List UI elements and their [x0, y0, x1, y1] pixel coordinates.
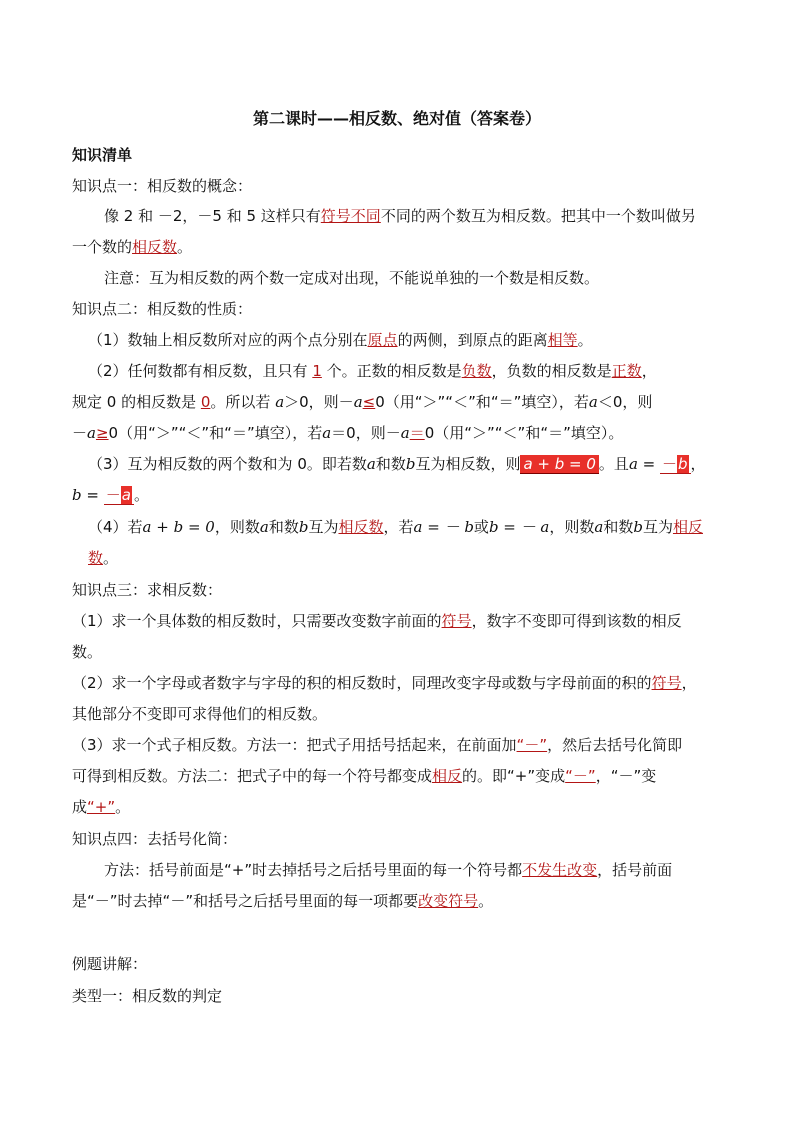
variable: a: [121, 486, 131, 504]
variable: a: [87, 424, 96, 442]
text: 的。即“+”变成: [462, 767, 566, 785]
text: 一个数的: [72, 238, 133, 256]
text: （3）互为相反数的两个数和为 0。即若数: [88, 455, 367, 473]
text: ，“－”变: [595, 767, 657, 785]
answer-highlight: a + b = 0: [520, 455, 598, 474]
text: 互为: [642, 518, 673, 536]
k2-p2: [88, 361, 657, 381]
text: 方法：括号前面是“+”时去掉括号之后括号里面的每一个符号都: [104, 861, 523, 879]
k3-p5: [72, 735, 682, 755]
k4-heading: 知识点四：去括号化简：: [72, 830, 238, 848]
text: =: [637, 455, 660, 473]
variable: a: [259, 518, 269, 536]
answer-highlight: [104, 486, 134, 505]
k3-p4: 其他部分不变即可求得他们的相反数。: [72, 705, 328, 723]
examples-heading: 例题讲解：: [72, 955, 148, 973]
text: 和数: [375, 455, 406, 473]
text: ，则数: [549, 518, 595, 536]
text: ，: [681, 674, 697, 692]
k2-p5: [88, 454, 706, 474]
section-heading: 知识清单: [72, 146, 133, 164]
text: ，: [690, 455, 706, 473]
text: 0（用“＞”“＜”和“＝”填空）。: [424, 424, 624, 442]
answer-blank: “+”: [87, 798, 116, 816]
text: （3）求一个式子相反数。方法一：把式子用括号括起来，在前面加: [72, 736, 517, 754]
text: （2）任何数都有相反数，且只有: [88, 362, 313, 380]
example-type-1: 类型一：相反数的判定: [72, 987, 223, 1005]
k1-line2: [72, 237, 192, 257]
text: ，负数的相反数是: [491, 362, 612, 380]
text: ，则数: [214, 518, 260, 536]
answer-blank: “－”: [565, 767, 596, 785]
k2-p6: [72, 485, 149, 505]
answer-blank: “－”: [516, 736, 548, 754]
variable: b: [298, 518, 309, 536]
answer-blank: 改变符号: [418, 892, 479, 910]
text: ，: [641, 362, 657, 380]
text: 是“－”时去掉“－”和括号之后括号里面的每一项都要: [72, 892, 419, 910]
k3-p3: [72, 673, 697, 693]
answer-blank: 相反数: [338, 518, 384, 536]
text: －: [72, 424, 88, 442]
variable: a: [366, 455, 376, 473]
answer-blank: 符号: [651, 674, 682, 692]
text: =: [81, 486, 104, 504]
k4-p1: [104, 860, 672, 880]
text: －: [662, 455, 678, 473]
k2-p3: [72, 392, 652, 412]
text: 可得到相反数。方法二：把式子中的每一个符号都变成: [72, 767, 433, 785]
text: 0（用“＞”“＜”和“＝”填空），若: [375, 393, 589, 411]
answer-blank: 符号不同: [320, 207, 381, 225]
text: ，数字不变即可得到该数的相反: [471, 612, 682, 630]
text: （4）若: [88, 518, 143, 536]
answer-blank: ≥: [95, 424, 109, 442]
answer-blank: 相等: [547, 331, 578, 349]
k2-p4: [72, 423, 623, 443]
text: 的两侧，到原点的距离: [397, 331, 548, 349]
k3-p6: [72, 766, 656, 786]
answer-blank: ≤: [362, 393, 376, 411]
expression: a = － b: [413, 518, 474, 536]
text: （1）求一个具体数的相反数时，只需要改变数字前面的: [72, 612, 442, 630]
page-title: 第二课时——相反数、绝对值（答案卷）: [252, 109, 541, 128]
variable: a: [594, 518, 604, 536]
text: 。: [577, 331, 593, 349]
text: 0（用“＞”“＜”和“＝”填空），若: [108, 424, 323, 442]
answer-blank: 相反: [432, 767, 463, 785]
k3-p1: [72, 611, 682, 631]
variable: b: [633, 518, 643, 536]
variable: a: [275, 393, 285, 411]
text: ，若: [383, 518, 414, 536]
k3-p2: 数。: [72, 643, 103, 661]
answer-blank: ＝: [409, 424, 425, 442]
text: 。: [478, 892, 494, 910]
variable: b: [72, 486, 82, 504]
answer-blank: 数: [88, 549, 104, 567]
k1-heading: 知识点一：相反数的概念：: [72, 177, 253, 195]
variable: a: [628, 455, 638, 473]
k2-p8: [88, 548, 118, 568]
text: 成: [72, 798, 88, 816]
text: 和数: [268, 518, 299, 536]
text: ，括号前面: [597, 861, 673, 879]
k2-heading: 知识点二：相反数的性质：: [72, 300, 253, 318]
text: 互为: [308, 518, 339, 536]
k2-p1: [88, 330, 593, 350]
k2-p7: [88, 517, 703, 537]
text: 和数: [603, 518, 634, 536]
text: 。: [103, 549, 119, 567]
k3-p7: [72, 797, 130, 817]
answer-blank: 0: [200, 393, 211, 411]
text: （2）求一个字母或者数字与字母的积的相反数时，同理改变字母或数与字母前面的积的: [72, 674, 652, 692]
variable: b: [678, 455, 688, 473]
k1-line1: [104, 206, 696, 226]
expression: b = － a: [488, 518, 550, 536]
variable: b: [405, 455, 416, 473]
text: 或: [473, 518, 489, 536]
answer-blank: 相反: [672, 518, 703, 536]
answer-blank: 符号: [441, 612, 472, 630]
answer-blank: 相反数: [132, 238, 178, 256]
text: （1）数轴上相反数所对应的两个点分别在: [88, 331, 368, 349]
k4-p2: [72, 891, 493, 911]
text: －: [105, 486, 121, 504]
answer-blank: 负数: [461, 362, 492, 380]
expression: a + b = 0: [142, 518, 215, 536]
k1-note: 注意：互为相反数的两个数一定成对出现，不能说单独的一个数是相反数。: [104, 269, 600, 287]
text: 。: [133, 486, 149, 504]
text: 个。正数的相反数是: [321, 362, 462, 380]
answer-blank: 正数: [611, 362, 642, 380]
variable: a: [322, 424, 332, 442]
answer-blank: 不发生改变: [522, 861, 598, 879]
text: 。且: [598, 455, 629, 473]
text: ＞0，则－: [284, 393, 354, 411]
text: 。: [115, 798, 131, 816]
variable: a: [588, 393, 598, 411]
answer-blank: 1: [312, 362, 322, 380]
text: 不同的两个数互为相反数。把其中一个数叫做另: [380, 207, 696, 225]
text: ＝0，则－: [331, 424, 401, 442]
text: 互为相反数，则: [415, 455, 521, 473]
text: ＜0，则: [597, 393, 653, 411]
variable: a: [353, 393, 363, 411]
text: 像 2 和 －2，－5 和 5 这样只有: [104, 207, 321, 225]
text: 规定 0 的相反数是: [72, 393, 201, 411]
text: 。所以若: [210, 393, 276, 411]
text: ，然后去括号化简即: [547, 736, 683, 754]
answer-blank: 原点: [367, 331, 398, 349]
answer-highlight: [660, 455, 691, 474]
variable: a: [400, 424, 410, 442]
text: 。: [177, 238, 193, 256]
k3-heading: 知识点三：求相反数：: [72, 581, 223, 599]
